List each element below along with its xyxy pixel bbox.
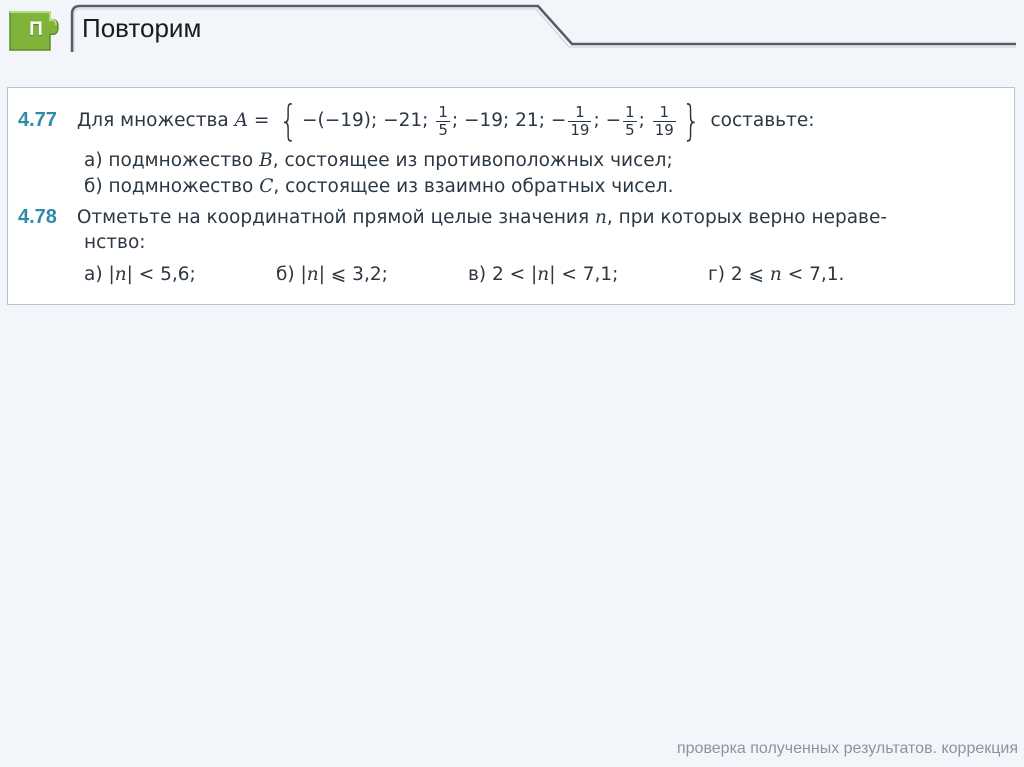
frac2-num: 1 [568,104,591,122]
ex478-option-a [84,264,196,285]
frac2-den: 19 [570,120,590,139]
ex478-text2: нство: [84,232,146,253]
ex477-set-name: A [234,110,248,131]
puzzle-icon [6,8,64,54]
ex478-option-d [708,264,844,285]
ex477-sep3: ; [638,110,645,131]
right-brace: } [681,96,701,145]
ex477-b-post: , состоящее из взаимно обратных чисел. [273,176,674,197]
ex478-text1-post: , при которых верно нераве- [606,207,888,228]
ex478-b-label: б) [276,264,295,285]
frac3-den: 5 [625,120,635,139]
fraction-1-19b [653,104,676,139]
ex478-d-label: г) [708,264,725,285]
ex478-line1 [18,206,887,229]
ex477-e2: −21; [383,110,429,131]
puzzle-icon-letter: П [29,19,43,40]
ex477-equals: = [253,110,270,131]
ex478-d-expr-post: < 7,1. [787,264,845,285]
footer-note: проверка полученных результатов. коррекция [676,740,1018,757]
ex478-c-expr-pre: 2 < | [492,264,538,285]
ex478-c-label: в) [468,264,487,285]
ex477-outro: составьте: [710,110,815,131]
ex478-a-expr-post: | < 5,6; [126,264,196,285]
ex478-d-expr-pre: 2 ⩽ [730,264,764,285]
ex478-b-var: n [306,264,319,285]
ex478-d-var: n [769,264,782,285]
ex478-b-expr-pre: | [300,264,307,285]
ex478-line2 [84,232,146,253]
ex478-c-var: n [537,264,550,285]
ex478-number: 4.78 [18,206,57,228]
frac1-den: 5 [438,120,448,139]
page-header [0,0,1024,60]
ex477-b-pre: б) подмножество [84,176,254,197]
ex477-a-post: , состоящее из противоположных чисел; [272,150,673,171]
ex478-option-c [468,264,618,285]
ex477-line1 [18,96,814,144]
ex477-a-var: B [259,150,273,171]
frac4-den: 19 [654,120,674,139]
ex477-e4: 21; [515,110,545,131]
frac1-num: 1 [438,102,448,121]
exercise-box [7,87,1015,305]
ex478-b-expr-post: | ⩽ 3,2; [318,264,388,285]
ex477-sep1: ; [451,110,459,131]
ex477-sep2: ; [593,110,600,131]
ex477-minus2: − [605,110,622,131]
left-brace: { [279,96,299,145]
ex478-option-b [276,264,388,285]
ex478-text1-pre: Отметьте на координатной прямой целые значения [76,207,590,228]
frac3-num: 1 [625,102,635,121]
ex477-intro: Для множества [76,110,229,131]
ex477-item-a [84,150,673,171]
ex478-a-expr-pre: | [108,264,115,285]
fraction-1-5 [436,104,450,139]
ex477-e1: −(−19); [302,110,378,131]
ex477-item-b [84,176,674,197]
ex477-a-pre: а) подмножество [84,150,254,171]
fraction-1-5b [623,104,637,139]
ex478-a-var: n [114,264,127,285]
ex477-number: 4.77 [18,109,57,131]
ex478-a-label: а) [84,264,103,285]
ex478-c-expr-post: | < 7,1; [549,264,619,285]
fraction-1-19a [568,104,591,139]
page-title: Повторим [82,13,202,43]
ex477-minus1: − [550,110,567,131]
ex478-text1-var: n [594,207,607,228]
ex477-b-var: C [259,176,274,197]
frac4-num: 1 [653,104,676,122]
ex477-e3: −19; [463,110,510,131]
